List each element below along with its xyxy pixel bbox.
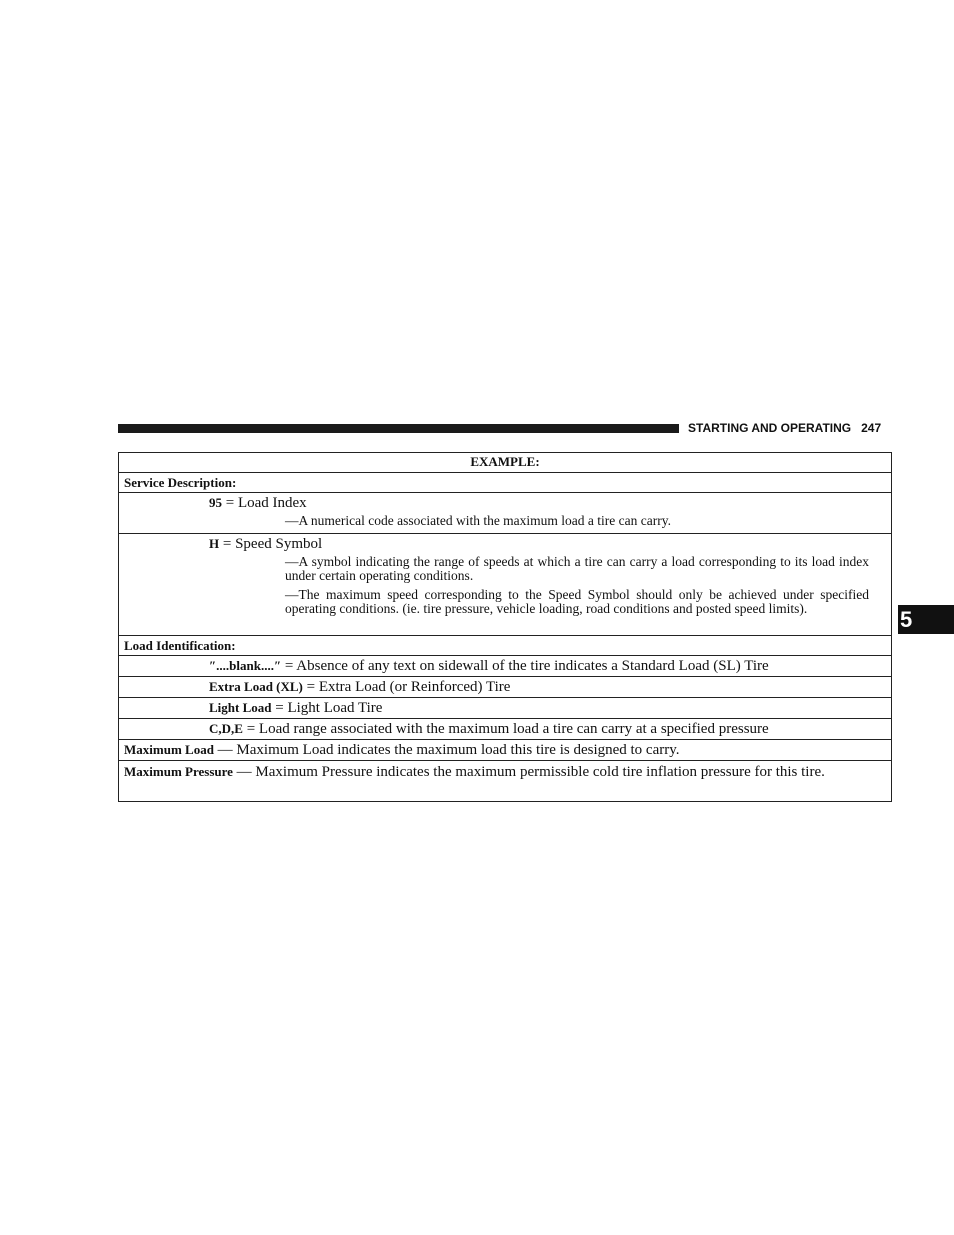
maximum-load-key: Maximum Load xyxy=(124,742,214,757)
load-index-description: —A numerical code associated with the maximum load a tire can carry. xyxy=(285,513,671,528)
chapter-tab: 5 xyxy=(898,605,954,634)
load-index-row xyxy=(119,493,891,534)
running-header xyxy=(688,421,891,435)
section-title: STARTING AND OPERATING xyxy=(688,421,852,435)
load-id-row xyxy=(119,719,891,740)
speed-symbol-key: H xyxy=(209,536,220,551)
load-index-term xyxy=(119,493,891,513)
load-index-text: = Load Index xyxy=(225,495,307,511)
maximum-pressure-text: — Maximum Pressure indicates the maximum permissible cold tire inflation pressure for this tire. xyxy=(236,764,825,780)
load-id-key: Light Load xyxy=(209,700,272,715)
load-id-key: Extra Load (XL) xyxy=(209,679,303,694)
speed-symbol-row xyxy=(119,534,891,636)
load-id-text: = Absence of any text on sidewall of the tire indicates a Standard Load (SL) Tire xyxy=(284,658,769,674)
tire-code-table xyxy=(118,452,892,802)
speed-symbol-description-1: —A symbol indicating the range of speeds at which a tire can carry a load corresponding to its load index under certain operating conditions. xyxy=(285,554,869,583)
load-id-row xyxy=(119,656,891,677)
example-heading: EXAMPLE: xyxy=(119,453,891,473)
service-description-heading: Service Description: xyxy=(119,473,891,493)
speed-symbol-term xyxy=(119,534,891,554)
load-id-text: = Load range associated with the maximum load a tire can carry at a specified pressure xyxy=(246,721,769,737)
load-id-row xyxy=(119,698,891,719)
maximum-pressure-row xyxy=(119,761,891,801)
page-number: 247 xyxy=(861,421,882,435)
header-rule xyxy=(118,424,679,433)
load-id-key: C,D,E xyxy=(209,721,243,736)
speed-symbol-text: = Speed Symbol xyxy=(222,536,323,552)
maximum-pressure-key: Maximum Pressure xyxy=(124,764,233,779)
load-id-row xyxy=(119,677,891,698)
maximum-load-text: — Maximum Load indicates the maximum load this tire is designed to carry. xyxy=(217,742,680,758)
load-identification-heading: Load Identification: xyxy=(119,636,891,656)
load-id-text: = Extra Load (or Reinforced) Tire xyxy=(306,679,511,695)
maximum-load-row xyxy=(119,740,891,761)
load-id-key: ″....blank....″ xyxy=(209,658,282,673)
load-index-key: 95 xyxy=(209,495,222,510)
load-id-text: = Light Load Tire xyxy=(275,700,383,716)
speed-symbol-description-2: —The maximum speed corresponding to the Speed Symbol should only be achieved under specified operating conditions. (ie. tire pressure, vehicle loading, road conditions and posted speed limits). xyxy=(285,587,869,616)
